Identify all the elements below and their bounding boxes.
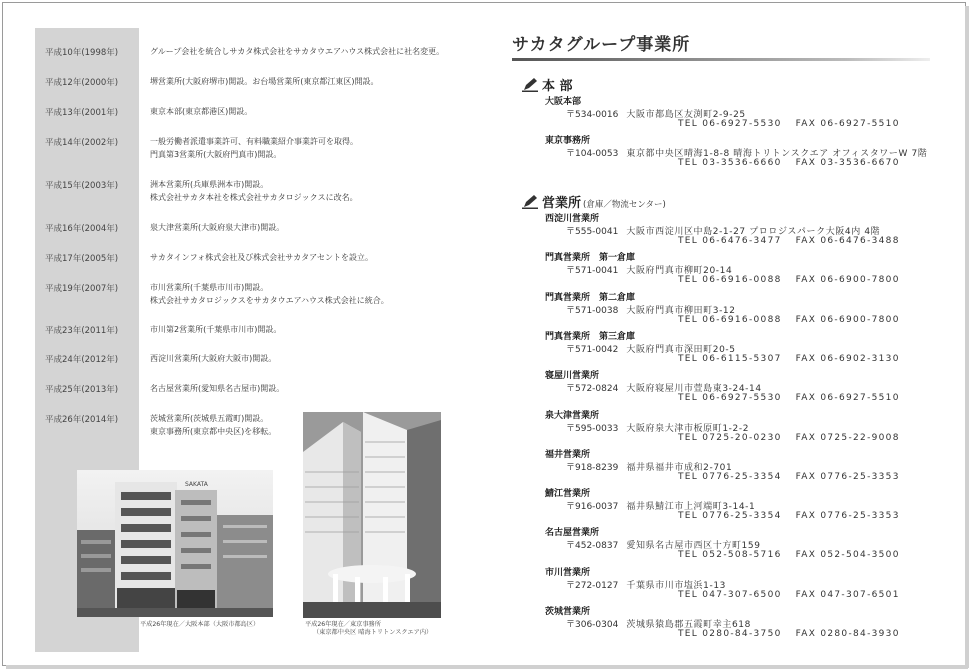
directory-title: サカタグループ事業所: [512, 35, 691, 55]
history-event-line: グループ会社を統合しサカタ株式会社をサカタウエアハウス株式会社に社名変更。: [150, 47, 445, 56]
office-contact-line: [678, 119, 900, 129]
office-address: 大阪府門真市深田町20-5: [626, 344, 736, 355]
office-zip: 〒104-0053: [566, 149, 619, 159]
office-fax: FAX 047-307-6501: [795, 589, 900, 600]
office-fax: FAX 0776-25-3353: [795, 471, 900, 482]
history-event-line: 泉大津営業所(大阪府泉大津市)開設。: [150, 223, 285, 232]
history-event-line: 西淀川営業所(大阪府大阪市)開設。: [150, 354, 277, 363]
office-name: 泉大津営業所: [545, 410, 600, 421]
office-zip: 〒306-0304: [566, 620, 619, 630]
office-address: 大阪市西淀川区中島2-1-27 プロロジスパーク大阪4内 4階: [626, 227, 881, 237]
history-event: [150, 221, 500, 234]
office-contact-line: [678, 550, 900, 560]
office-name: 福井営業所: [545, 449, 591, 460]
history-year: 平成25年(2013年): [45, 385, 119, 395]
office-tel: TEL 06-6916-0088: [678, 314, 782, 325]
office-contact-line: [678, 315, 900, 325]
office-name: 市川営業所: [545, 567, 591, 578]
history-year: 平成17年(2005年): [45, 254, 119, 264]
office-contact-line: [678, 433, 900, 443]
history-event: [150, 352, 500, 365]
office-zip: 〒272-0127: [566, 580, 619, 591]
page-shadow-right: [965, 6, 969, 668]
history-year: 平成12年(2000年): [45, 78, 119, 88]
office-name: 門真営業所 第一倉庫: [545, 253, 636, 264]
office-zip: 〒918-8239: [566, 462, 619, 473]
office-tel: TEL 0776-25-3354: [678, 511, 782, 522]
office-fax: FAX 03-3536-6670: [795, 158, 900, 168]
history-event-line: 茨城営業所(茨城県五霞町)開設。: [150, 414, 269, 423]
history-year: 平成14年(2002年): [45, 138, 119, 148]
office-address: 大阪府寝屋川市萱島東3-24-14: [626, 384, 762, 395]
branches-heading: 営業所 (倉庫／物流センター): [522, 192, 666, 211]
office-contact-line: [678, 275, 900, 285]
history-year: 平成13年(2001年): [45, 108, 119, 118]
office-fax: FAX 06-6902-3130: [795, 353, 900, 364]
history-event-line: 洲本営業所(兵庫県洲本市)開設。: [150, 180, 269, 189]
history-year: 平成16年(2004年): [45, 224, 119, 234]
office-contact-line: [678, 354, 900, 364]
office-contact-line: [678, 236, 900, 246]
history-event-line: サカタインフォ株式会社及び株式会社サカタアセントを設立。: [150, 253, 374, 262]
office-address: 大阪府門真市柳町20-14: [626, 266, 733, 277]
office-fax: FAX 06-6476-3488: [795, 236, 900, 246]
page-shadow-bottom: [6, 665, 968, 669]
office-tel: TEL 0280-84-3750: [678, 629, 782, 639]
history-event-line: 一般労働者派遣事業許可、有料職業紹介事業許可を取得。: [150, 137, 358, 146]
office-name: 名古屋営業所: [545, 528, 600, 539]
office-fax: FAX 06-6927-5510: [795, 119, 900, 129]
office-address: 大阪府門真市柳田町3-12: [626, 305, 736, 316]
office-fax: FAX 06-6927-5510: [795, 393, 900, 404]
office-contact-line: [678, 158, 900, 168]
office-fax: FAX 0725-22-9008: [795, 432, 900, 443]
office-name: 大阪本部: [545, 97, 582, 107]
history-year: 平成26年(2014年): [45, 415, 119, 425]
tokyo-office-image: [303, 412, 441, 618]
pen-icon: [522, 78, 538, 92]
office-tel: TEL 047-307-6500: [678, 589, 782, 600]
history-event: [150, 45, 500, 58]
office-name: 西淀川営業所: [545, 214, 600, 224]
history-event-line: 株式会社サカタロジックスをサカタウエアハウス株式会社に統合。: [150, 296, 389, 305]
history-event-line: 東京事務所(東京都中央区)を移転。: [150, 427, 277, 436]
office-name: 寝屋川営業所: [545, 371, 600, 382]
pen-icon: [522, 195, 538, 209]
office-address: 千葉県市川市塩浜1-13: [626, 580, 726, 591]
office-zip: 〒571-0041: [566, 266, 619, 277]
office-address: 東京都中央区晴海1-8-8 晴海トリトンスクエア オフィスタワーW 7階: [626, 149, 928, 159]
office-name: 茨城営業所: [545, 607, 591, 617]
history-year: 平成23年(2011年): [45, 326, 119, 336]
history-event: [150, 178, 500, 204]
office-contact-line: [678, 393, 900, 403]
office-zip: 〒916-0037: [566, 502, 619, 513]
office-zip: 〒571-0038: [566, 305, 619, 316]
office-zip: 〒595-0033: [566, 423, 619, 434]
history-event: [150, 382, 500, 395]
office-name: 門真営業所 第二倉庫: [545, 292, 636, 303]
office-fax: FAX 0776-25-3353: [795, 511, 900, 522]
office-fax: FAX 06-6900-7800: [795, 275, 900, 286]
office-zip: 〒555-0041: [566, 227, 619, 237]
history-year: 平成15年(2003年): [45, 181, 119, 191]
history-event-line: 名古屋営業所(愛知県名古屋市)開設。: [150, 384, 285, 393]
history-year: 平成19年(2007年): [45, 284, 119, 294]
osaka-hq-caption: 平成26年現在／大阪本部（大阪市都島区）: [140, 621, 260, 628]
office-name: 鯖江営業所: [545, 489, 591, 500]
office-contact-line: [678, 511, 900, 521]
history-event: [150, 251, 500, 264]
office-tel: TEL 0725-20-0230: [678, 432, 782, 443]
office-tel: TEL 03-3536-6660: [678, 158, 782, 168]
history-event-line: 東京本部(東京都港区)開設。: [150, 107, 253, 116]
office-fax: FAX 06-6900-7800: [795, 314, 900, 325]
history-event: [150, 75, 500, 88]
history-event-line: 堺営業所(大阪府堺市)開設。お台場営業所(東京都江東区)開設。: [150, 77, 379, 86]
tokyo-office-photo: [303, 412, 441, 618]
office-address: 茨城県猿島郡五霞町幸主618: [626, 620, 751, 630]
office-name: 門真営業所 第三倉庫: [545, 331, 636, 342]
office-fax: FAX 0280-84-3930: [795, 629, 900, 639]
history-event-line: 市川第2営業所(千葉県市川市)開設。: [150, 325, 282, 334]
office-fax: FAX 052-504-3500: [795, 550, 900, 561]
office-tel: TEL 06-6916-0088: [678, 275, 782, 286]
office-address: 大阪市都島区友渕町2-9-25: [626, 110, 746, 120]
office-tel: TEL 06-6115-5307: [678, 353, 782, 364]
office-zip: 〒572-0824: [566, 384, 619, 395]
office-tel: TEL 06-6927-5530: [678, 119, 782, 129]
tokyo-office-caption: 平成26年現在／東京事務所 （東京都中央区 晴海トリトンスクエア内）: [305, 621, 433, 636]
history-event: [150, 281, 500, 307]
office-address: 愛知県名古屋市西区十方町159: [626, 541, 761, 552]
office-tel: TEL 052-508-5716: [678, 550, 782, 561]
office-address: 福井県福井市成和2-701: [626, 462, 733, 473]
osaka-hq-photo: [77, 470, 273, 617]
history-year: 平成24年(2012年): [45, 355, 119, 365]
headquarters-heading: 本 部: [522, 75, 573, 94]
building-sign: SAKATA: [185, 481, 208, 488]
office-tel: TEL 06-6476-3477: [678, 236, 782, 246]
office-zip: 〒452-0837: [566, 541, 619, 552]
history-event: [150, 105, 500, 118]
history-event: [150, 135, 500, 161]
title-underline: [512, 58, 930, 61]
office-name: 東京事務所: [545, 136, 591, 146]
office-tel: TEL 0776-25-3354: [678, 471, 782, 482]
office-contact-line: [678, 629, 900, 639]
osaka-hq-image: [77, 470, 273, 617]
history-event: [150, 323, 500, 336]
office-zip: 〒534-0016: [566, 110, 619, 120]
office-contact-line: [678, 590, 900, 600]
history-event-line: 株式会社サカタ本社を株式会社サカタロジックスに改名。: [150, 193, 358, 202]
office-contact-line: [678, 472, 900, 482]
history-event-line: 門真第3営業所(大阪府門真市)開設。: [150, 150, 282, 159]
office-address: 福井県鯖江市上河端町3-14-1: [626, 502, 756, 513]
office-tel: TEL 06-6927-5530: [678, 393, 782, 404]
office-address: 大阪府泉大津市板原町1-2-2: [626, 423, 750, 434]
office-zip: 〒571-0042: [566, 344, 619, 355]
branches-subheading: (倉庫／物流センター): [583, 200, 666, 210]
history-event-line: 市川営業所(千葉県市川市)開設。: [150, 283, 269, 292]
history-year: 平成10年(1998年): [45, 48, 119, 58]
